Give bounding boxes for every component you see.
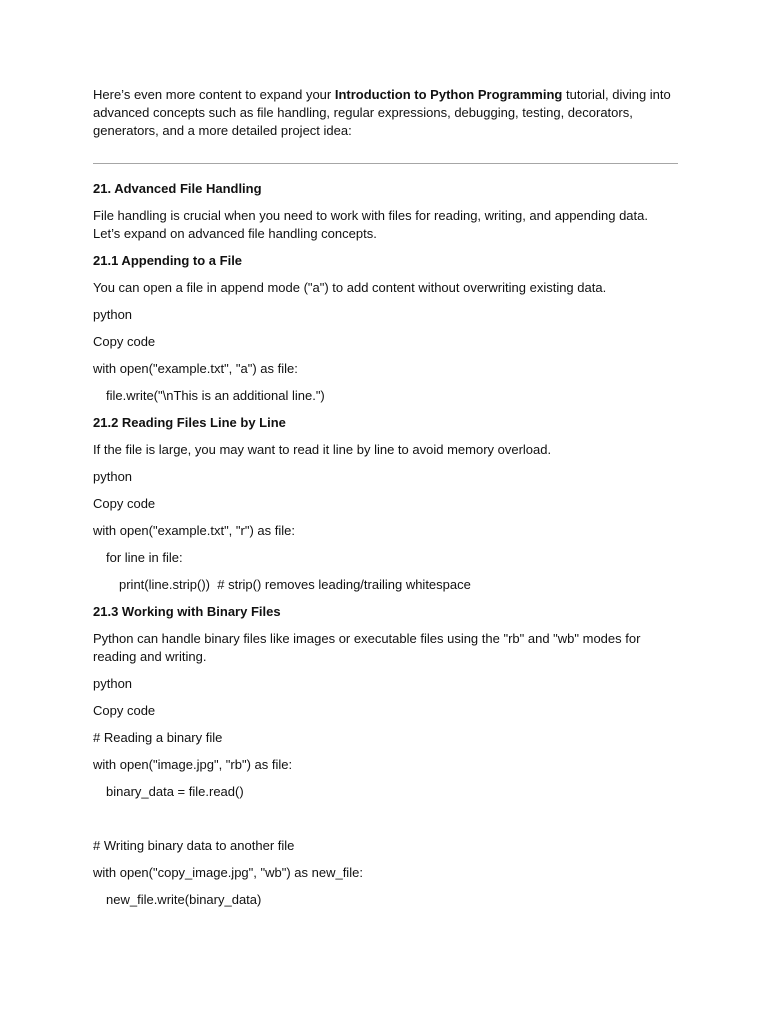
code-line: for line in file: xyxy=(106,550,183,565)
section-21-2-description: If the file is large, you may want to read it line by line to avoid memory overload. xyxy=(93,442,552,457)
section-21-3-heading: 21.3 Working with Binary Files xyxy=(93,604,281,619)
code-language-label: python xyxy=(93,676,133,691)
code-blank-line xyxy=(93,810,678,828)
horizontal-divider xyxy=(93,163,678,164)
code-language-label: python xyxy=(93,469,133,484)
code-line: with open("copy_image.jpg", "wb") as new_file: xyxy=(93,865,363,880)
code-line: with open("example.txt", "r") as file: xyxy=(93,523,295,538)
code-line: with open("image.jpg", "rb") as file: xyxy=(93,757,293,772)
code-line: with open("example.txt", "a") as file: xyxy=(93,361,298,376)
intro-bold-title: Introduction to Python Programming xyxy=(334,87,563,102)
section-21-1-description: You can open a file in append mode ("a") to add content without overwriting existing data. xyxy=(93,280,607,295)
document-page xyxy=(93,86,678,918)
section-21-1-heading: 21.1 Appending to a File xyxy=(93,253,243,268)
code-line: file.write("\nThis is an additional line.") xyxy=(106,388,325,403)
section-21-description: File handling is crucial when you need to work with files for reading, writing, and appending data. Let’s expand on advanced file handling concepts. xyxy=(93,208,648,241)
copy-code-button[interactable]: Copy code xyxy=(93,334,156,349)
section-21-3-description: Python can handle binary files like images or executable files using the "rb" and "wb" modes for reading and writing. xyxy=(93,631,641,664)
section-21-2-heading: 21.2 Reading Files Line by Line xyxy=(93,415,286,430)
code-line: print(line.strip()) # strip() removes leading/trailing whitespace xyxy=(119,577,471,592)
code-line: # Writing binary data to another file xyxy=(93,838,295,853)
code-language-label: python xyxy=(93,307,133,322)
copy-code-button[interactable]: Copy code xyxy=(93,496,156,511)
intro-paragraph xyxy=(93,86,678,140)
intro-text-after: tutorial, diving into advanced concepts such as file handling, regular expressions, debugging, testing, decorators, generators, and a more detailed project idea: xyxy=(93,87,671,138)
section-21-heading: 21. Advanced File Handling xyxy=(93,181,262,196)
intro-text-before: Here’s even more content to expand your xyxy=(93,87,335,102)
code-line: new_file.write(binary_data) xyxy=(106,892,262,907)
code-line: # Reading a binary file xyxy=(93,730,223,745)
code-line: binary_data = file.read() xyxy=(106,784,244,799)
copy-code-button[interactable]: Copy code xyxy=(93,703,156,718)
